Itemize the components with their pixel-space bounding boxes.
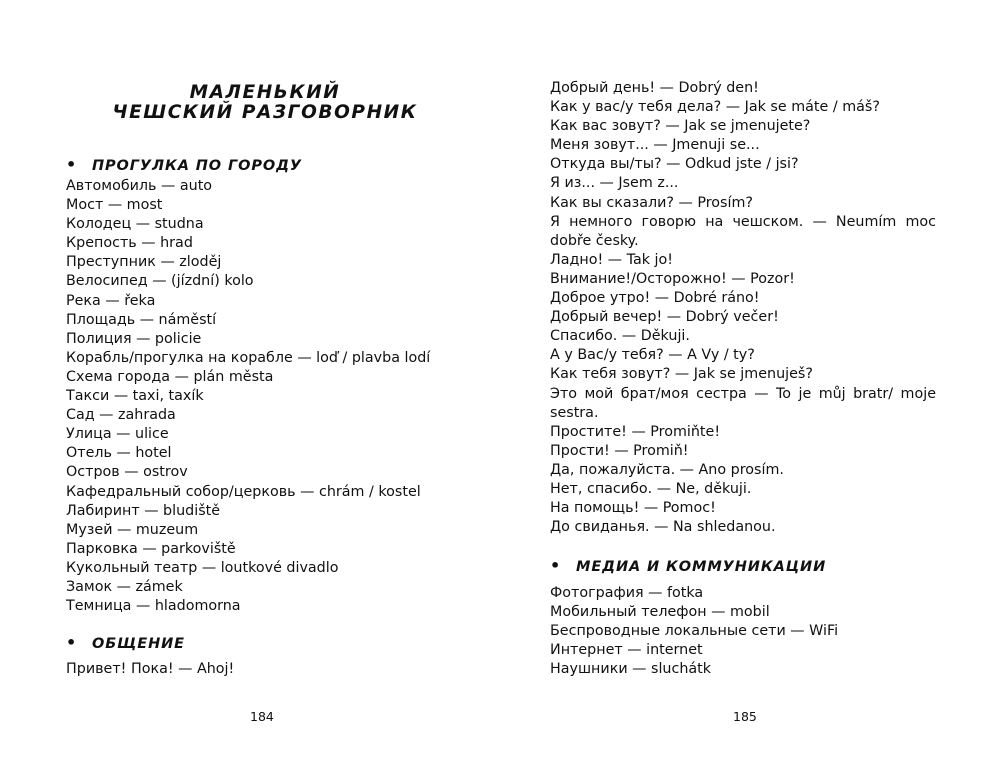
bullet-icon: • — [550, 556, 562, 575]
phrase-entry: Кафедральный собор/церковь — chrám / kostel — [66, 483, 421, 500]
phrase-entry: Интернет — internet — [550, 642, 703, 659]
phrase-entry: Добрый день! — Dobrý den! — [550, 80, 759, 96]
phrase-entry: Лабиринт — bludiště — [66, 502, 221, 519]
section-heading-communication — [66, 634, 185, 653]
phrase-entry: Крепость — hrad — [66, 235, 193, 252]
phrase-entry: Улица — ulice — [66, 426, 169, 443]
section-heading-city-walk — [66, 156, 302, 175]
phrase-entry: Добрый вечер! — Dobrý večer! — [550, 309, 779, 326]
phrase-entry: Такси — taxi, taxík — [66, 388, 204, 405]
phrase-list-city-walk — [66, 177, 486, 616]
section-heading-media — [550, 557, 826, 576]
phrase-entry: Музей — muzeum — [66, 521, 199, 538]
section-heading-label: ОБЩЕНИЕ — [92, 636, 185, 652]
phrase-list-communication — [66, 660, 486, 679]
phrase-entry: Я немного говорю на чешском. — Neumím moc dobře česky. — [550, 213, 936, 249]
phrase-entry: Мост — most — [66, 197, 163, 214]
phrase-entry: Темница — hladomorna — [66, 598, 241, 615]
phrase-entry: Я из... — Jsem z... — [550, 175, 679, 192]
phrase-entry: Отель — hotel — [66, 445, 172, 462]
phrase-entry: Прости! — Promiň! — [550, 442, 689, 459]
phrase-entry: Парковка — parkoviště — [66, 540, 236, 557]
phrase-entry: Схема города — plán města — [66, 368, 274, 385]
phrase-entry: Сад — zahrada — [66, 407, 176, 424]
phrase-entry: Внимание!/Осторожно! — Pozor! — [550, 270, 795, 287]
right-page — [500, 0, 1000, 769]
phrase-entry: Преступник — zloděj — [66, 254, 222, 271]
phrase-entry: Простите! — Promiňte! — [550, 423, 721, 440]
phrase-entry: Как у вас/у тебя дела? — Jak se máte / máš? — [550, 99, 880, 116]
phrase-entry: Замок — zámek — [66, 578, 183, 595]
bullet-icon: • — [66, 633, 78, 652]
phrase-entry: Привет! Пока! — Ahoj! — [66, 661, 235, 677]
phrase-entry: Остров — ostrov — [66, 464, 188, 481]
phrase-list-communication-continued — [550, 79, 936, 537]
phrase-entry: Это мой брат/моя сестра — To je můj bratr/ moje sestra. — [550, 385, 936, 421]
phrase-entry: Как тебя зовут? — Jak se jmenuješ? — [550, 366, 813, 383]
phrase-entry: Корабль/прогулка на корабле — loď / plavba lodí — [66, 349, 431, 366]
phrase-entry: Наушники — sluchátk — [550, 661, 712, 678]
phrase-entry: Спасибо. — Děkuji. — [550, 328, 690, 345]
page-number: 184 — [250, 709, 274, 724]
phrase-entry: Кукольный театр — loutkové divadlo — [66, 559, 339, 576]
section-heading-label: ПРОГУЛКА ПО ГОРОДУ — [92, 158, 302, 174]
phrase-entry: Фотография — fotka — [550, 585, 704, 601]
phrase-entry: На помощь! — Pomoc! — [550, 500, 716, 517]
phrase-list-media — [550, 584, 936, 679]
phrase-entry: Ладно! — Tak jo! — [550, 251, 674, 268]
phrase-entry: Доброе утро! — Dobré ráno! — [550, 290, 760, 307]
phrase-entry: Мобильный телефон — mobil — [550, 604, 770, 621]
phrase-entry: Беспроводные локальные сети — WiFi — [550, 623, 839, 640]
phrase-entry: Велосипед — (jízdní) kolo — [66, 273, 254, 290]
book-title-line-1: МАЛЕНЬКИЙ — [189, 82, 341, 103]
bullet-icon: • — [66, 155, 78, 174]
phrase-entry: Полиция — policie — [66, 330, 202, 347]
phrase-entry: До свиданья. — Na shledanou. — [550, 519, 776, 536]
page-number: 185 — [733, 709, 757, 724]
section-heading-label: МЕДИА И КОММУНИКАЦИИ — [576, 559, 827, 575]
phrase-entry: Как вас зовут? — Jak se jmenujete? — [550, 118, 811, 135]
phrase-entry: Нет, спасибо. — Ne, děkuji. — [550, 480, 752, 497]
phrase-entry: Откуда вы/ты? — Odkud jste / jsi? — [550, 156, 799, 173]
phrase-entry: Меня зовут... — Jmenuji se... — [550, 137, 760, 154]
phrase-entry: Колодец — studna — [66, 216, 204, 233]
phrase-entry: Автомобиль — auto — [66, 178, 213, 194]
phrase-entry: Как вы сказали? — Prosím? — [550, 194, 753, 211]
phrase-entry: Река — řeka — [66, 292, 156, 309]
phrase-entry: А у Вас/у тебя? — A Vy / ty? — [550, 347, 755, 364]
book-title-line-2: ЧЕШСКИЙ РАЗГОВОРНИК — [112, 102, 418, 123]
phrase-entry: Площадь — náměstí — [66, 311, 217, 328]
phrase-entry: Да, пожалуйста. — Ano prosím. — [550, 461, 784, 478]
book-title — [60, 83, 470, 123]
